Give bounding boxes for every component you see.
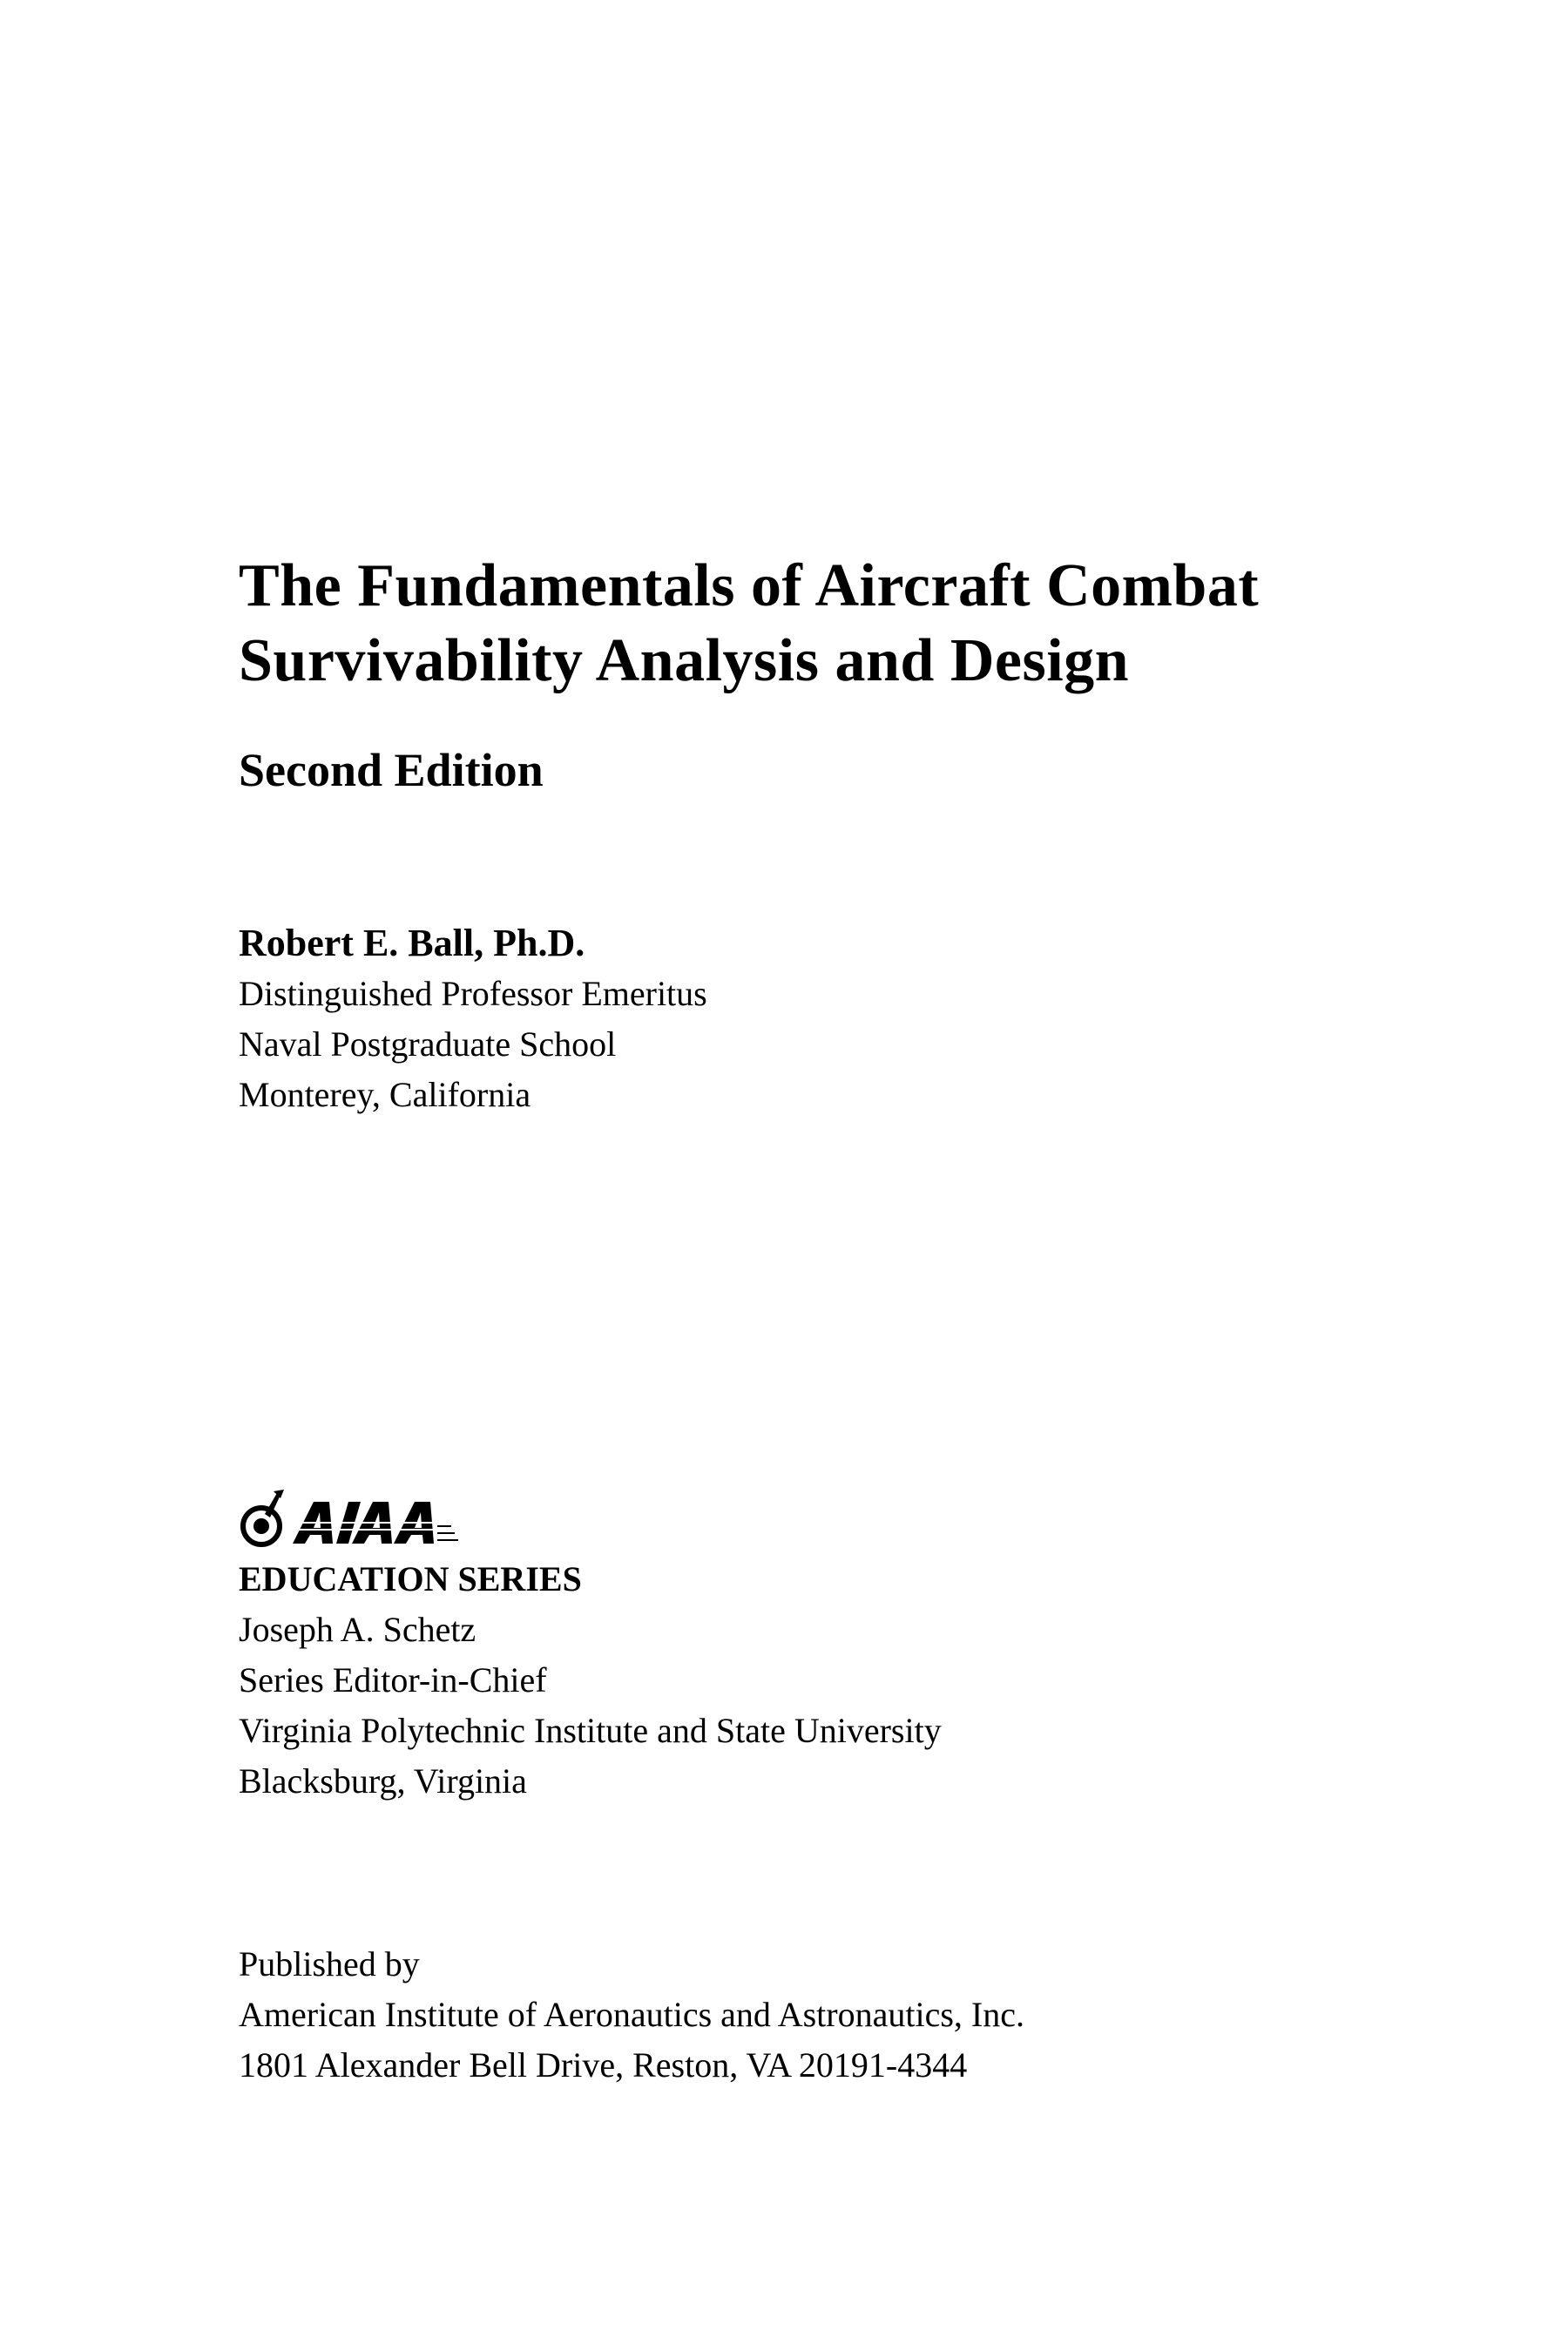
author-name: Robert E. Ball, Ph.D. xyxy=(239,922,585,964)
aiaa-trail-lines xyxy=(437,1526,458,1540)
publisher-intro: Published by xyxy=(239,1944,420,1983)
edition-label: Second Edition xyxy=(239,744,544,796)
publisher-address: 1801 Alexander Bell Drive, Reston, VA 20191-4344 xyxy=(239,2045,968,2085)
author-position: Distinguished Professor Emeritus xyxy=(239,974,707,1013)
aiaa-emblem-icon xyxy=(243,1490,284,1544)
book-title-line-2: Survivability Analysis and Design xyxy=(239,627,1130,694)
edition-block xyxy=(239,742,544,798)
author-block xyxy=(239,918,707,1120)
series-name: EDUCATION SERIES xyxy=(239,1559,582,1598)
book-title-line-1: The Fundamentals of Aircraft Combat xyxy=(239,552,1260,619)
author-institution: Naval Postgraduate School xyxy=(239,1024,617,1064)
series-editor-location: Blacksburg, Virginia xyxy=(239,1761,527,1801)
series-editor: Joseph A. Schetz xyxy=(239,1610,476,1649)
publisher-block xyxy=(239,1939,1024,2091)
series-block xyxy=(239,1554,942,1807)
aiaa-logo xyxy=(239,1488,517,1551)
book-title xyxy=(239,549,1259,699)
series-editor-institution: Virginia Polytechnic Institute and State University xyxy=(239,1711,942,1750)
series-editor-role: Series Editor-in-Chief xyxy=(239,1660,547,1700)
publisher-name: American Institute of Aeronautics and Astronautics, Inc. xyxy=(239,1995,1024,2034)
author-location: Monterey, California xyxy=(239,1075,531,1114)
